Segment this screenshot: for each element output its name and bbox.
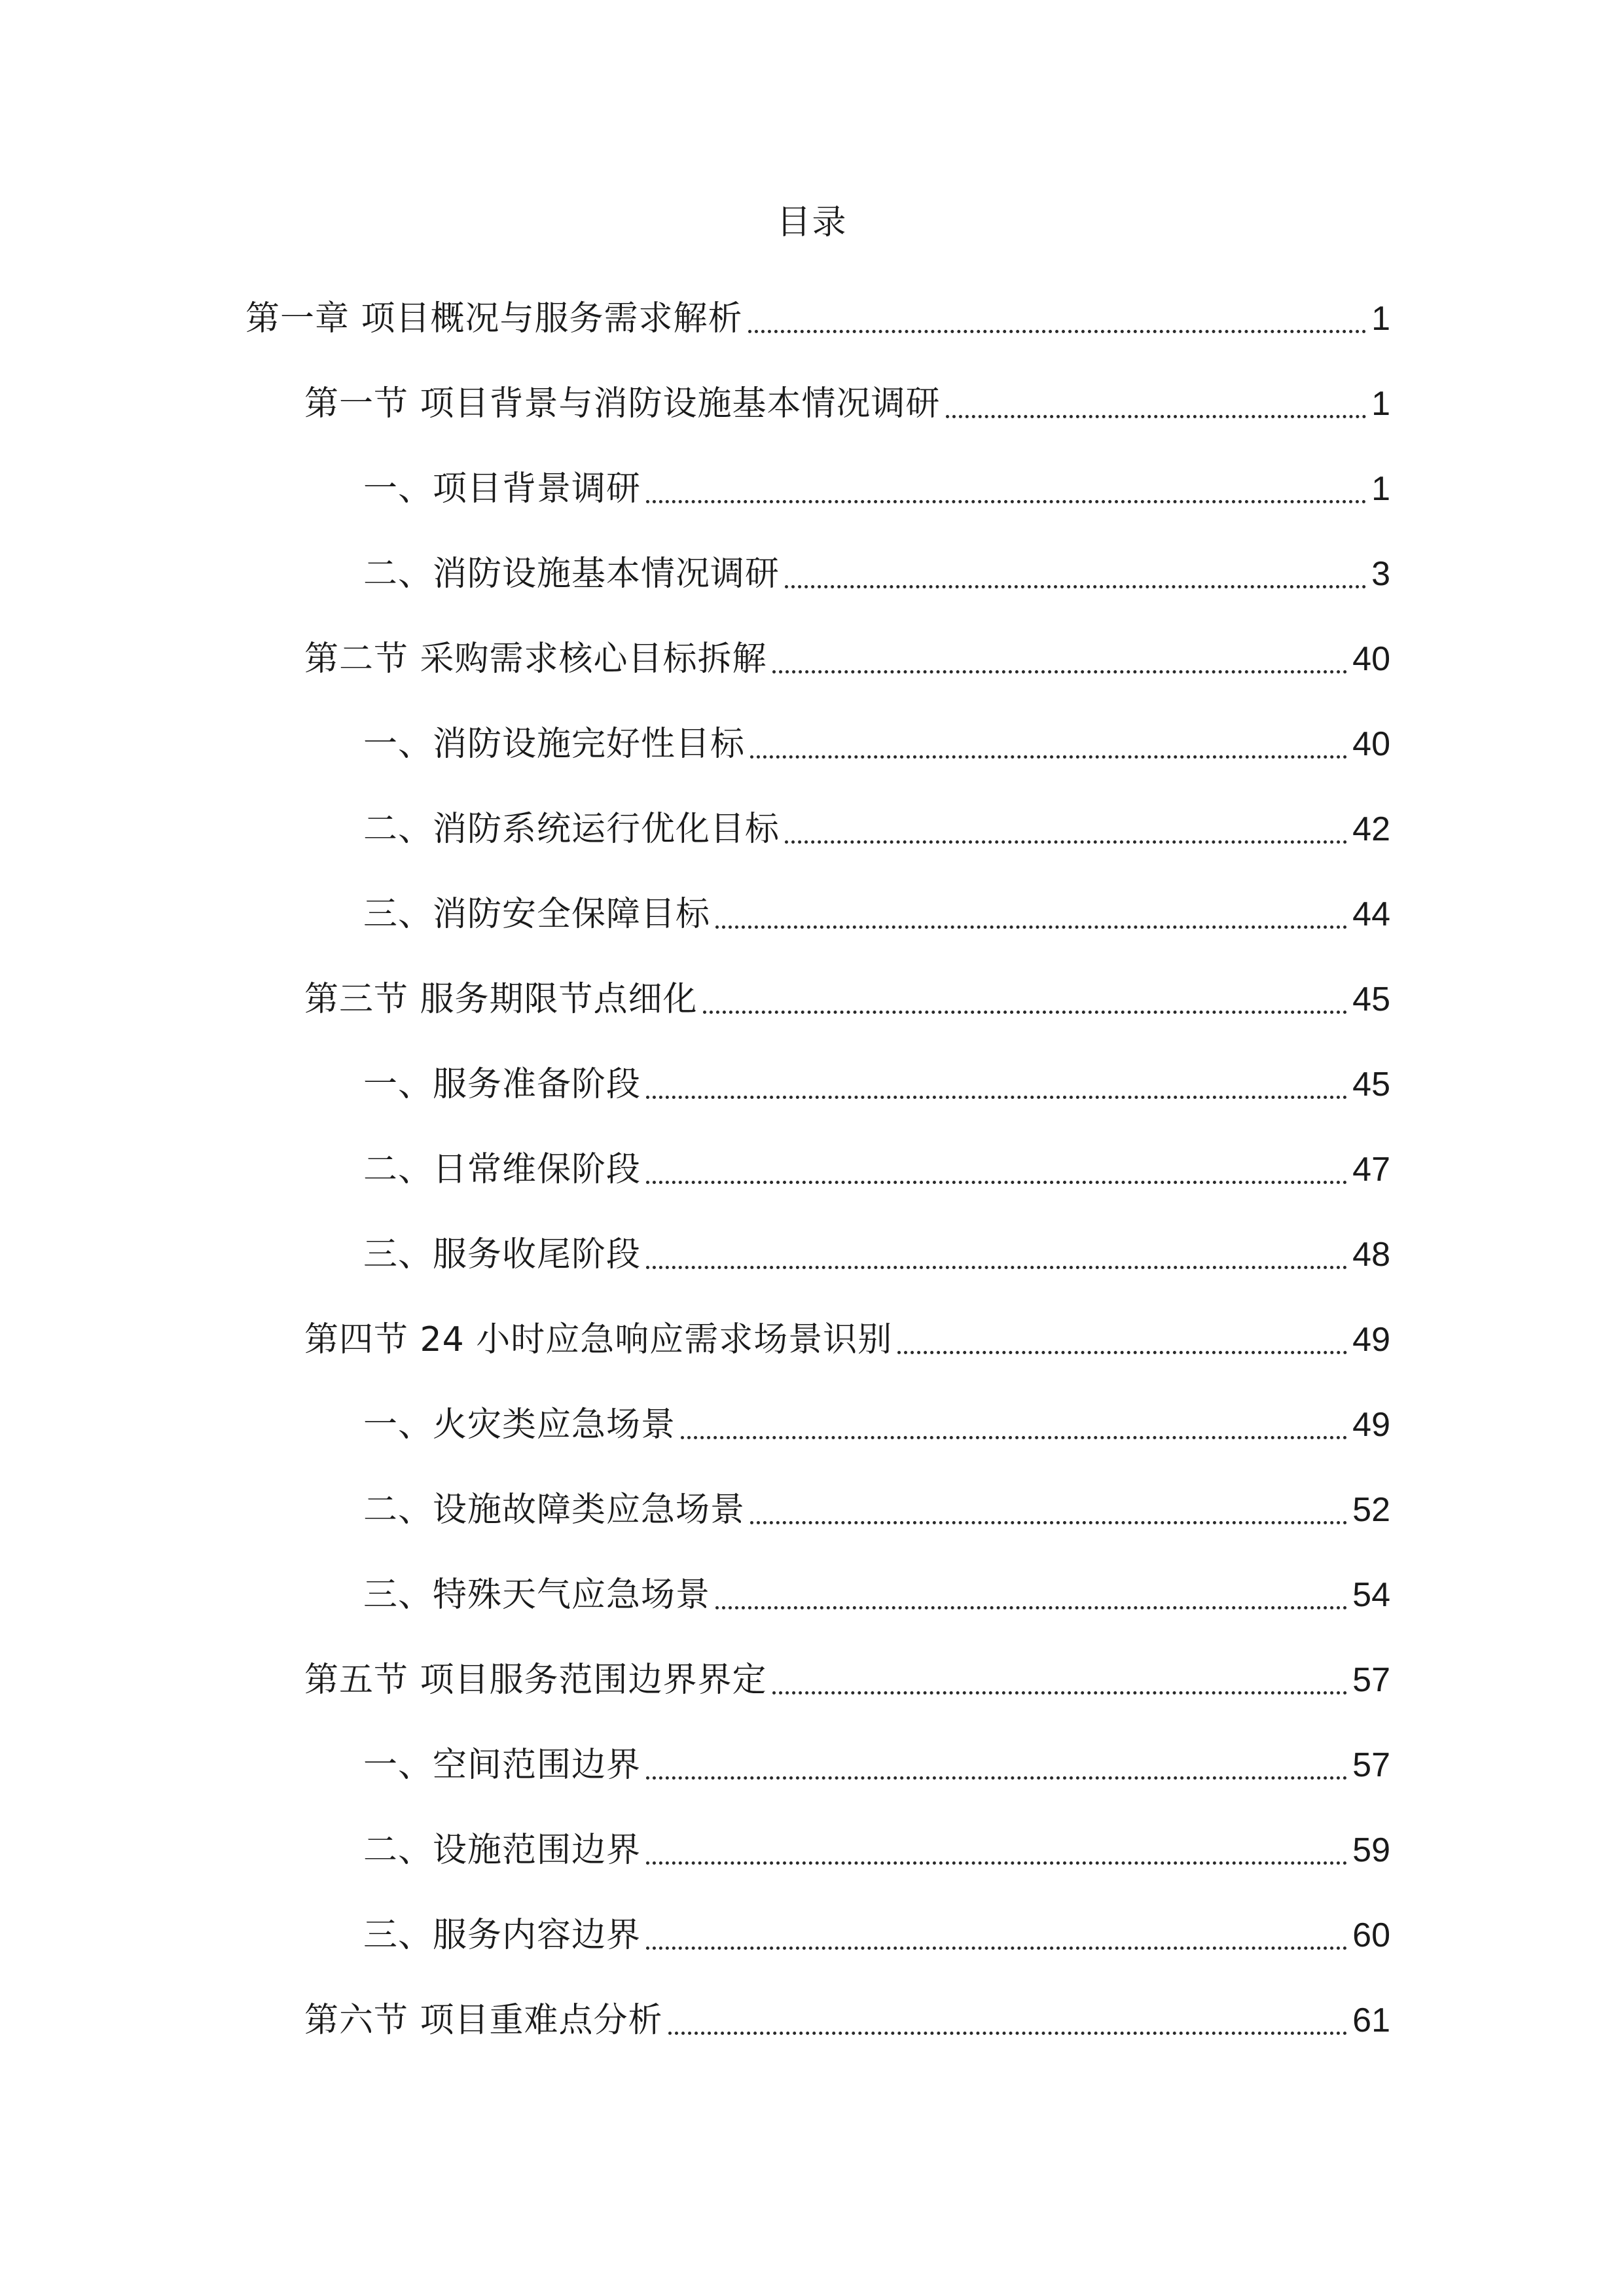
toc-entry-page: 42	[1352, 810, 1390, 848]
toc-entry[interactable]	[363, 888, 1390, 941]
toc-entry[interactable]	[363, 1484, 1390, 1536]
toc-entry-label: 第五节 项目服务范围边界界定	[304, 1660, 767, 1700]
toc-entry-page: 54	[1352, 1576, 1390, 1614]
dot-leader	[750, 755, 1347, 759]
toc-entry[interactable]	[363, 718, 1390, 770]
toc-entry-page: 49	[1352, 1406, 1390, 1444]
dot-leader	[646, 1266, 1347, 1269]
toc-entry[interactable]	[304, 633, 1390, 685]
toc-entry[interactable]	[245, 293, 1390, 345]
dot-leader	[646, 500, 1366, 503]
toc-entry-page: 57	[1352, 1661, 1390, 1699]
toc-entry-page: 45	[1352, 1066, 1390, 1103]
toc-entry-label: 二、消防设施基本情况调研	[363, 554, 780, 594]
toc-entry-label: 二、日常维保阶段	[363, 1150, 641, 1189]
dot-leader	[646, 1861, 1347, 1865]
toc-entry[interactable]	[363, 548, 1390, 600]
toc-entry-page: 61	[1352, 2001, 1390, 2039]
dot-leader	[946, 415, 1367, 418]
toc-entry-label: 第一节 项目背景与消防设施基本情况调研	[304, 384, 941, 423]
dot-leader	[750, 1521, 1347, 1524]
toc-entry-page: 59	[1352, 1831, 1390, 1869]
toc-entry[interactable]	[363, 1824, 1390, 1876]
toc-entry[interactable]	[363, 1569, 1390, 1621]
toc-entry-page: 48	[1352, 1236, 1390, 1274]
toc-entry[interactable]	[363, 1143, 1390, 1196]
toc-entry-page: 45	[1352, 980, 1390, 1018]
toc-entry-label: 一、消防设施完好性目标	[363, 725, 746, 764]
toc-entry-label: 一、空间范围边界	[363, 1746, 641, 1785]
toc-entry-label: 二、设施故障类应急场景	[363, 1490, 746, 1530]
toc-entry-label: 一、火灾类应急场景	[363, 1405, 676, 1444]
toc-entry-label: 第四节 24 小时应急响应需求场景识别	[304, 1320, 893, 1359]
dot-leader	[646, 1096, 1347, 1099]
toc-entry-page: 40	[1352, 725, 1390, 763]
toc-entry-label: 二、消防系统运行优化目标	[363, 810, 780, 849]
toc-entry[interactable]	[304, 973, 1390, 1026]
dot-leader	[668, 2032, 1348, 2035]
toc-entry-label: 一、服务准备阶段	[363, 1065, 641, 1104]
dot-leader	[772, 670, 1348, 673]
toc-entry-page: 47	[1352, 1151, 1390, 1189]
dot-leader	[785, 840, 1347, 844]
toc-entry[interactable]	[363, 1399, 1390, 1451]
toc-entry-page: 44	[1352, 895, 1390, 933]
toc-entry-page: 57	[1352, 1746, 1390, 1784]
toc-entry[interactable]	[363, 1229, 1390, 1281]
toc-entry[interactable]	[363, 463, 1390, 515]
dot-leader	[646, 1181, 1347, 1184]
dot-leader	[715, 925, 1347, 929]
toc-entry[interactable]	[363, 1739, 1390, 1791]
toc-entry-label: 第二节 采购需求核心目标拆解	[304, 639, 767, 679]
toc-entry-page: 40	[1352, 640, 1390, 678]
toc-entry-page: 3	[1371, 555, 1390, 593]
toc-entry-label: 三、特殊天气应急场景	[363, 1575, 711, 1615]
dot-leader	[646, 1946, 1347, 1950]
toc-entry-page: 1	[1371, 385, 1390, 423]
toc-entry-label: 三、服务内容边界	[363, 1916, 641, 1955]
toc-entry[interactable]	[304, 1654, 1390, 1706]
toc-entry[interactable]	[363, 1058, 1390, 1111]
dot-leader	[681, 1436, 1347, 1439]
toc-entry[interactable]	[363, 1909, 1390, 1962]
dot-leader	[748, 330, 1367, 333]
toc-entry[interactable]	[304, 1994, 1390, 2047]
toc-entry[interactable]	[304, 1314, 1390, 1366]
toc-entry-page: 49	[1352, 1321, 1390, 1359]
toc-entry-label: 三、服务收尾阶段	[363, 1235, 641, 1274]
dot-leader	[897, 1351, 1347, 1354]
toc-entry-page: 52	[1352, 1491, 1390, 1529]
toc-entry-label: 第六节 项目重难点分析	[304, 2001, 663, 2040]
dot-leader	[772, 1691, 1348, 1695]
page-title: 目录	[776, 203, 848, 242]
dot-leader	[646, 1776, 1347, 1780]
toc-entry-label: 第一章 项目概况与服务需求解析	[245, 299, 743, 338]
toc-entry-label: 三、消防安全保障目标	[363, 895, 711, 934]
dot-leader	[703, 1011, 1348, 1014]
toc-entry-page: 1	[1371, 470, 1390, 508]
toc-entry[interactable]	[363, 803, 1390, 855]
toc-entry-label: 一、项目背景调研	[363, 469, 641, 509]
dot-leader	[785, 585, 1366, 588]
toc-entry-page: 1	[1371, 300, 1390, 338]
toc-entry[interactable]	[304, 378, 1390, 430]
toc-entry-label: 二、设施范围边界	[363, 1831, 641, 1870]
toc-entry-label: 第三节 服务期限节点细化	[304, 980, 698, 1019]
dot-leader	[715, 1606, 1347, 1609]
toc-entry-page: 60	[1352, 1916, 1390, 1954]
